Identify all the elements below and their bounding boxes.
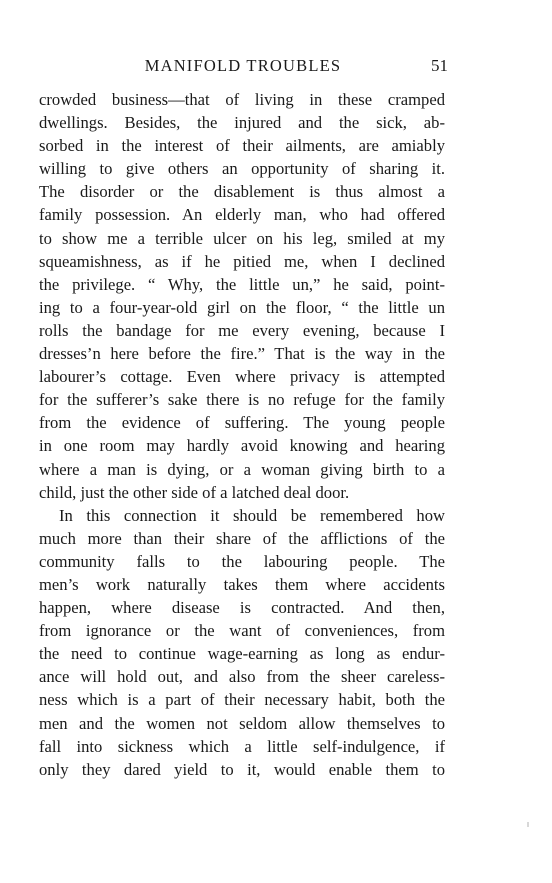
text-line: only they dared yield to it, would enable them to	[39, 759, 445, 779]
text-line: crowded business—that of living in these cramped	[39, 90, 445, 109]
running-title: MANIFOLD TROUBLES	[144, 56, 342, 75]
text-line: the privilege. “ Why, the little un,” he said, point-	[39, 274, 445, 294]
paragraph-end-line: child, just the other side of a latched deal door.	[39, 482, 350, 502]
text-line: family possession. An elderly man, who had offered	[39, 205, 445, 225]
text-line: ing to a four-year-old girl on the floor, “ the little un	[39, 297, 445, 317]
text-line: labourer’s cottage. Even where privacy is attempted	[39, 367, 445, 387]
running-head	[38, 54, 448, 78]
text-line: from the evidence of suffering. The young people	[39, 413, 445, 433]
paragraph-start-line: In this connection it should be remembered how	[59, 505, 445, 525]
text-line: dresses’n here before the fire.” That is the way in the	[39, 344, 445, 364]
text-line: ance will hold out, and also from the sheer careless-	[39, 667, 445, 687]
text-line: sorbed in the interest of their ailments, are amiably	[39, 136, 445, 156]
paper-speck	[527, 822, 529, 827]
text-line: ness which is a part of their necessary habit, both the	[39, 690, 445, 710]
text-line: community falls to the labouring people. The	[39, 551, 445, 571]
text-line: The disorder or the disablement is thus almost a	[39, 182, 445, 202]
text-line: men’s work naturally takes them where accidents	[39, 574, 445, 594]
text-line: much more than their share of the afflictions of the	[39, 528, 445, 548]
text-line: where a man is dying, or a woman giving birth to a	[39, 459, 445, 479]
text-line: to show me a terrible ulcer on his leg, smiled at my	[39, 228, 445, 248]
text-line: men and the women not seldom allow themselves to	[39, 713, 445, 733]
text-line: rolls the bandage for me every evening, because I	[39, 320, 445, 340]
text-line: dwellings. Besides, the injured and the sick, ab-	[39, 113, 445, 133]
text-line: the need to continue wage-earning as long as endur-	[39, 644, 445, 664]
text-line: for the sufferer’s sake there is no refuge for the family	[39, 390, 445, 410]
text-line: happen, where disease is contracted. And then,	[39, 598, 445, 618]
text-line: willing to give others an opportunity of sharing it.	[39, 159, 445, 179]
text-line: from ignorance or the want of conveniences, from	[39, 621, 445, 641]
text-line: in one room may hardly avoid knowing and hearing	[39, 436, 445, 456]
text-line: squeamishness, as if he pitied me, when I declined	[39, 251, 445, 271]
page-number: 51	[431, 56, 448, 75]
body-text	[39, 88, 445, 781]
text-line: fall into sickness which a little self-indulgence, if	[39, 736, 445, 756]
